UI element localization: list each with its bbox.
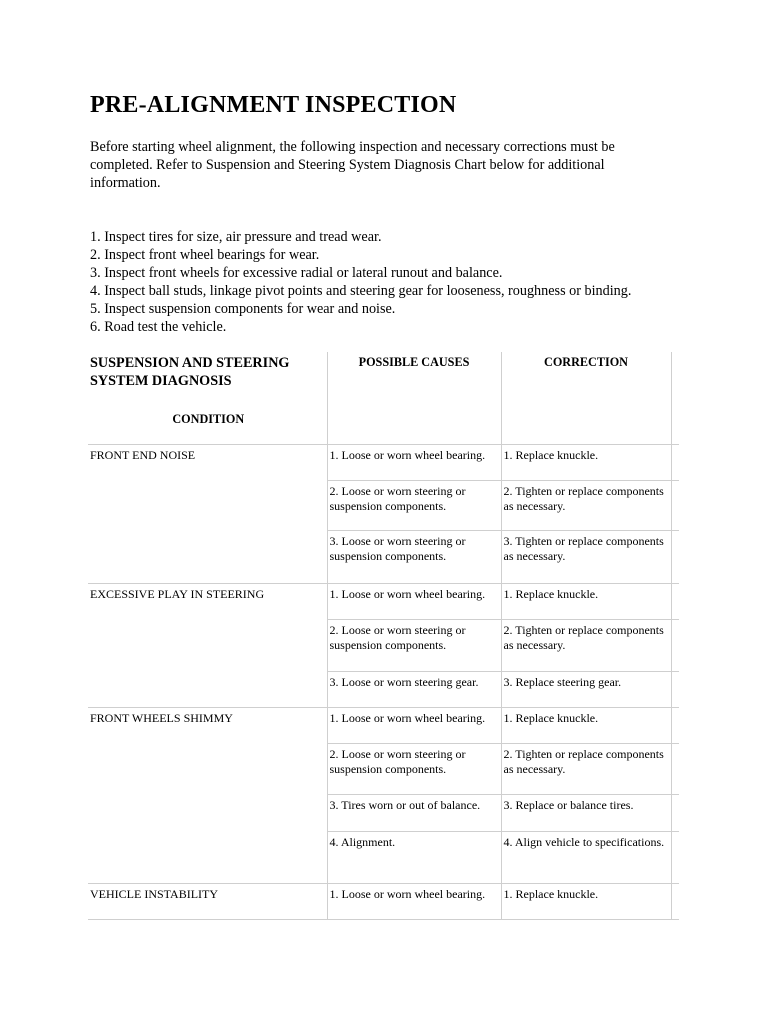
correction-cell: 4. Align vehicle to specifications. — [501, 831, 671, 883]
cause-cell: 2. Loose or worn steering or suspension components. — [327, 743, 501, 794]
condition-column-header: CONDITION — [172, 412, 245, 426]
cause-cell: 3. Tires worn or out of balance. — [327, 794, 501, 831]
inspection-step: 1. Inspect tires for size, air pressure and tread wear. — [90, 229, 382, 245]
correction-cell: 1. Replace knuckle. — [501, 883, 671, 919]
inspection-step: 5. Inspect suspension components for wear and noise. — [90, 301, 396, 317]
condition-cell — [88, 583, 327, 707]
condition-label: FRONT WHEELS SHIMMY — [90, 710, 233, 725]
condition-label: FRONT END NOISE — [90, 447, 196, 462]
page-title: PRE-ALIGNMENT INSPECTION — [90, 92, 457, 118]
cause-cell: 1. Loose or worn wheel bearing. — [327, 444, 501, 480]
cause-cell: 2. Loose or worn steering or suspension components. — [327, 480, 501, 530]
condition-cell — [88, 883, 327, 919]
table-heading-cell — [88, 352, 327, 444]
correction-column-header: CORRECTION — [501, 352, 671, 444]
table-header-row — [88, 352, 679, 444]
correction-cell: 2. Tighten or replace components as necessary. — [501, 619, 671, 671]
cause-cell: 3. Loose or worn steering or suspension components. — [327, 530, 501, 583]
intro-paragraph: Before starting wheel alignment, the following inspection and necessary corrections must be completed. Refer to Suspension and Steering System Diagnosis Chart below for additional information. — [90, 139, 615, 191]
inspection-steps — [90, 228, 690, 336]
cause-cell: 1. Loose or worn wheel bearing. — [327, 707, 501, 743]
cause-cell: 2. Loose or worn steering or suspension components. — [327, 619, 501, 671]
cause-cell: 3. Loose or worn steering gear. — [327, 671, 501, 707]
correction-cell: 3. Replace or balance tires. — [501, 794, 671, 831]
table-heading: SUSPENSION AND STEERING SYSTEM DIAGNOSIS — [90, 355, 290, 389]
possible-causes-column-header: POSSIBLE CAUSES — [327, 352, 501, 444]
table-row — [88, 444, 679, 480]
correction-cell: 2. Tighten or replace components as necessary. — [501, 480, 671, 530]
correction-cell: 3. Tighten or replace components as necessary. — [501, 530, 671, 583]
correction-cell: 2. Tighten or replace components as necessary. — [501, 743, 671, 794]
correction-cell: 3. Replace steering gear. — [501, 671, 671, 707]
condition-cell — [88, 707, 327, 883]
condition-label: EXCESSIVE PLAY IN STEERING — [90, 586, 265, 601]
inspection-step: 6. Road test the vehicle. — [90, 319, 227, 335]
cause-cell: 1. Loose or worn wheel bearing. — [327, 883, 501, 919]
table-row — [88, 707, 679, 743]
condition-cell — [88, 444, 327, 583]
table-row — [88, 883, 679, 919]
inspection-step: 4. Inspect ball studs, linkage pivot points and steering gear for looseness, roughness or binding. — [90, 283, 632, 299]
correction-cell: 1. Replace knuckle. — [501, 444, 671, 480]
diagnosis-table — [88, 352, 679, 920]
table-row — [88, 583, 679, 619]
condition-label: VEHICLE INSTABILITY — [90, 886, 219, 901]
correction-cell: 1. Replace knuckle. — [501, 583, 671, 619]
correction-cell: 1. Replace knuckle. — [501, 707, 671, 743]
inspection-step: 3. Inspect front wheels for excessive radial or lateral runout and balance. — [90, 265, 503, 281]
cause-cell: 4. Alignment. — [327, 831, 501, 883]
inspection-step: 2. Inspect front wheel bearings for wear. — [90, 247, 320, 263]
cause-cell: 1. Loose or worn wheel bearing. — [327, 583, 501, 619]
